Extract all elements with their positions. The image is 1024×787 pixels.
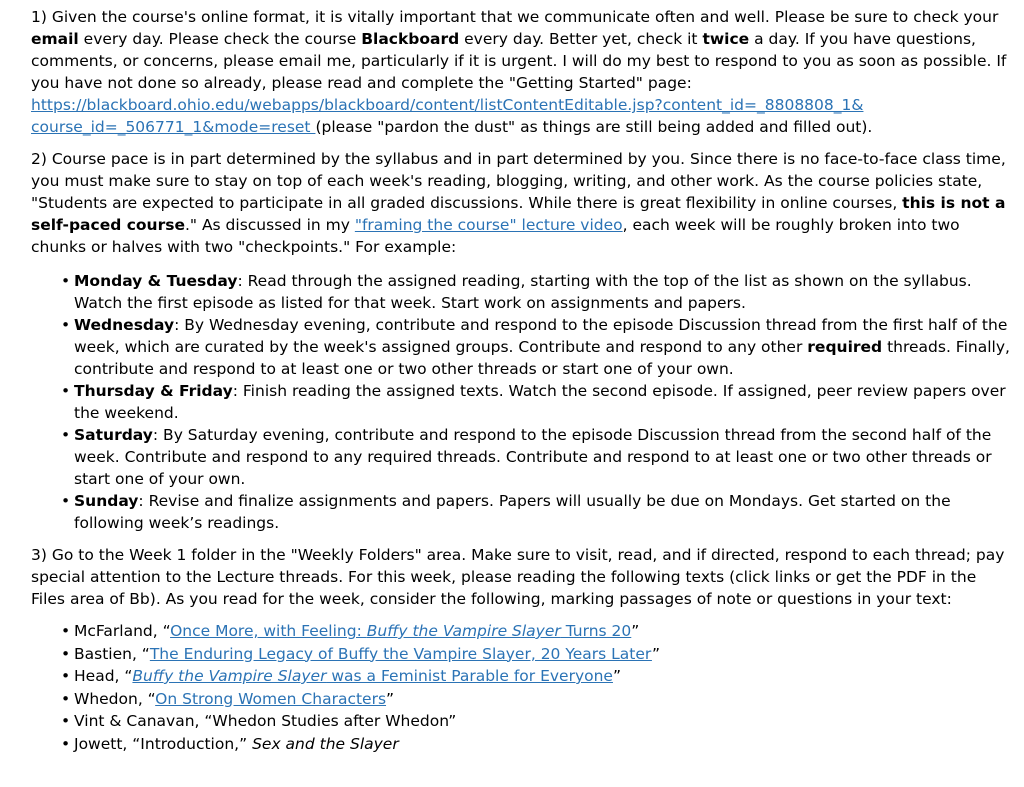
text: , each week will be roughly broken into two chunks or halves with two "checkpoints." For example:	[31, 216, 960, 256]
reading-text: Vint & Canavan, “Whedon Studies after Whedon”	[74, 712, 457, 730]
list-item	[31, 665, 1011, 688]
text: (please "pardon the dust" as things are still being added and filled out).	[315, 118, 873, 136]
reading-link[interactable]: On Strong Women Characters	[155, 689, 387, 708]
reading-list	[31, 620, 1011, 755]
reading-link[interactable]	[132, 667, 613, 685]
day-label: Thursday & Friday	[74, 382, 233, 400]
text: a day. If you have questions, comments, or concerns, please email me, particularly if it is urgent. I will do my best to respond to you as soon as possible. If you have not done so already, please read and complete the "Getting Started" page:	[31, 30, 1007, 92]
text: : Finish reading the assigned texts. Watch the second episode. If assigned, peer review papers over the weekend.	[74, 382, 1006, 422]
paragraph-communication	[31, 6, 1011, 138]
link-text-italic: Buffy the Vampire Slayer	[366, 622, 561, 640]
list-item	[31, 380, 1011, 424]
bold-text: this is not a self-paced course	[31, 194, 1006, 234]
paragraph-course-pace	[31, 148, 1011, 258]
link-text: was a Feminist Parable for Everyone	[326, 667, 613, 685]
day-label: Monday & Tuesday	[74, 272, 238, 290]
link-text: Once More, with Feeling:	[170, 622, 367, 640]
author: Whedon, “	[74, 689, 156, 708]
text: ”	[612, 667, 621, 685]
framing-video-link[interactable]: "framing the course" lecture video	[354, 216, 623, 234]
document-body	[31, 6, 1011, 765]
text: ”	[386, 689, 395, 708]
list-item	[31, 733, 1011, 756]
author: Bastien, “	[74, 644, 150, 663]
bold-text: Blackboard	[361, 30, 460, 48]
text: threads. Finally, contribute and respond to at least one or two other threads or start one of your own.	[74, 338, 1010, 378]
text: : By Wednesday evening, contribute and respond to the episode Discussion thread from the first half of the week, which are curated by the week's assigned groups. Contribute and respond to any other	[74, 316, 1008, 356]
day-label: Saturday	[74, 426, 153, 444]
author: McFarland, “	[74, 622, 171, 640]
text: ." As discussed in my	[184, 216, 355, 234]
list-item	[31, 710, 1011, 733]
day-label: Sunday	[74, 492, 139, 510]
list-item	[31, 314, 1011, 380]
text: : Revise and finalize assignments and papers. Papers will usually be due on Mondays. Get started on the following week’s readings.	[74, 492, 951, 532]
reading-link[interactable]: The Enduring Legacy of Buffy the Vampire Slayer, 20 Years Later	[149, 644, 652, 663]
link-text: Turns 20	[560, 622, 632, 640]
list-item	[31, 490, 1011, 534]
link-text-italic: Buffy the Vampire Slayer	[132, 667, 327, 685]
bold-text: required	[807, 338, 883, 356]
getting-started-link[interactable]: https://blackboard.ohio.edu/webapps/blackboard/content/listContentEditable.jsp?content_id=_8808808_1& course_id=_506771_1&mode=reset	[31, 96, 864, 136]
list-item	[31, 643, 1011, 666]
bold-text: email	[31, 30, 79, 48]
weekly-schedule-list	[31, 270, 1011, 534]
list-item	[31, 620, 1011, 643]
bold-text: twice	[702, 30, 750, 48]
book-title: Sex and the Slayer	[252, 734, 399, 753]
paragraph-week1: 3) Go to the Week 1 folder in the "Weekly Folders" area. Make sure to visit, read, and if directed, respond to each thread; pay special attention to the Lecture threads. For this week, please reading the following texts (click links or get the PDF in the Files area of Bb). As you read for the week, consider the following, marking passages of note or questions in your text:	[31, 546, 1005, 608]
day-label: Wednesday	[74, 316, 175, 334]
text: : By Saturday evening, contribute and respond to the episode Discussion thread from the second half of the week. Contribute and respond to any required threads. Contribute and respond to at least one or two other threads or start one of your own.	[74, 426, 992, 488]
list-item	[31, 688, 1011, 711]
text: ”	[631, 622, 640, 640]
reading-text: Jowett, “Introduction,”	[74, 734, 253, 753]
list-item	[31, 270, 1011, 314]
text: every day. Better yet, check it	[459, 30, 703, 48]
text: every day. Please check the course	[78, 30, 362, 48]
text: ”	[651, 644, 660, 663]
reading-link[interactable]	[170, 622, 631, 640]
text: : Read through the assigned reading, starting with the top of the list as shown on the syllabus. Watch the first episode as listed for that week. Start work on assignments and papers.	[74, 272, 972, 312]
text: 1) Given the course's online format, it is vitally important that we communicate often and well. Please be sure to check your	[31, 8, 999, 26]
list-item	[31, 424, 1011, 490]
text: 2) Course pace is in part determined by the syllabus and in part determined by you. Since there is no face-to-face class time, you must make sure to stay on top of each week's reading, blogging, writing, and other work. As the course policies state, "Students are expected to participate in all graded discussions. While there is great flexibility in online courses,	[31, 150, 1006, 212]
author: Head, “	[74, 667, 133, 685]
